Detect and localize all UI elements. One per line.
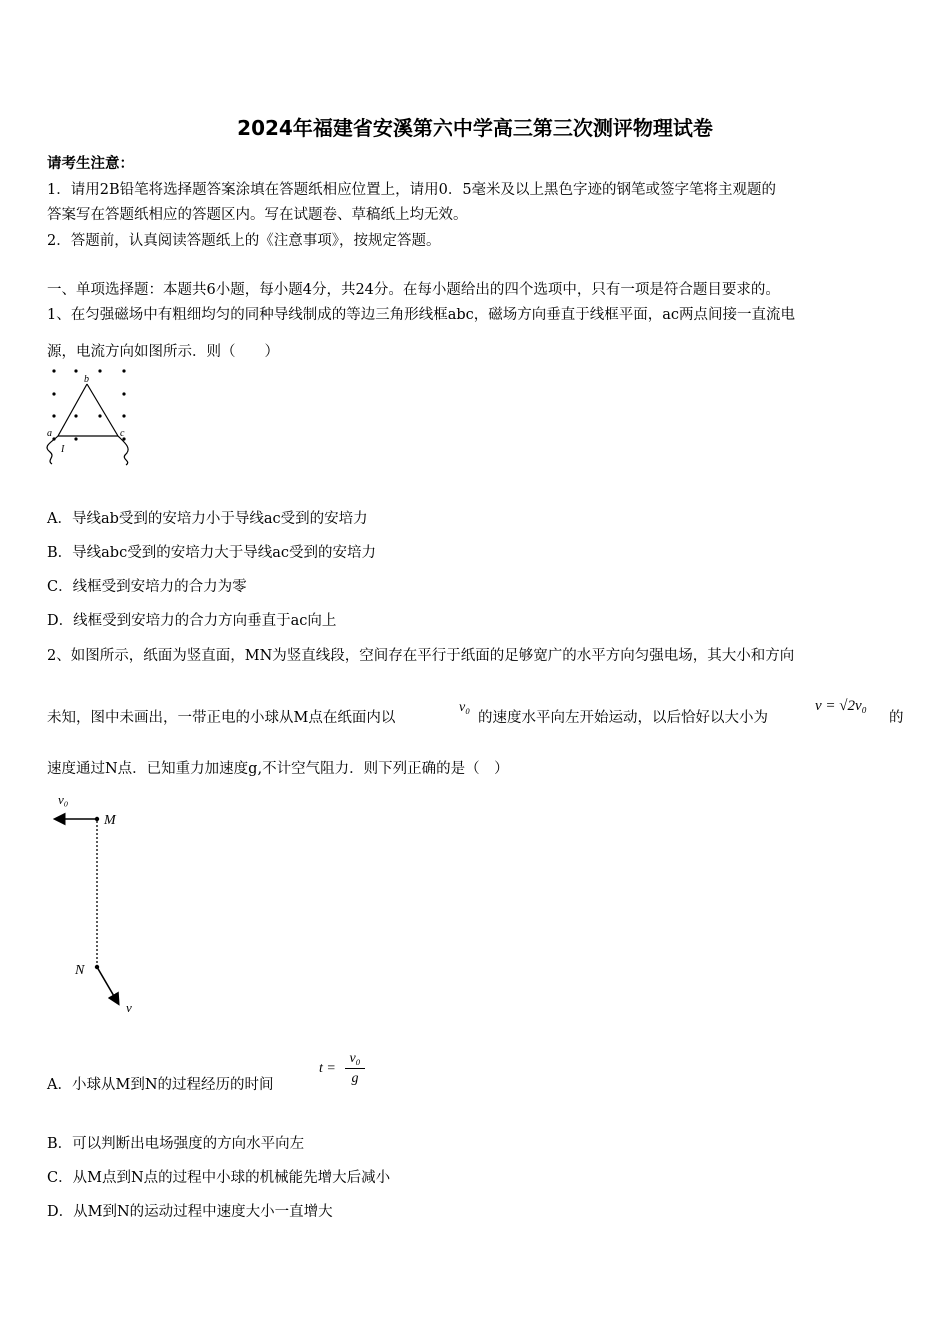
q2-stem-a: 2、如图所示，纸面为竖直面，MN为竖直线段，空间存在平行于纸面的足够宽广的水平方向匀强电场，其大小和方向	[47, 648, 795, 664]
q2-inline-v-formula: v = √2v₀	[815, 698, 867, 714]
notice-line-1a: 1．请用2B铅笔将选择题答案涂填在答题纸相应位置上，请用0．5毫米及以上黑色字迹的钢笔或签字笔将主观题的	[47, 182, 777, 198]
label-c: c	[120, 428, 125, 439]
label-v0: v₀	[58, 792, 69, 807]
section-heading: 一、单项选择题：本题共6小题，每小题4分，共24分。在每小题给出的四个选项中，只有一项是符合题目要求的。	[47, 282, 780, 298]
label-m: M	[104, 813, 116, 828]
label-v: v	[126, 1000, 132, 1015]
final-velocity-arrow	[97, 967, 118, 1003]
q2-option-d: D．从M到N的运动过程中速度大小一直增大	[47, 1204, 333, 1220]
q2-figure	[48, 785, 158, 1020]
q1-stem-a: 1、在匀强磁场中有粗细均匀的同种导线制成的等边三角形线框abc，磁场方向垂直于线框平面，ac两点间接一直流电	[47, 307, 796, 323]
triangle-frame	[47, 384, 128, 465]
label-n: N	[75, 963, 85, 978]
q1-option-c: C．线框受到安培力的合力为零	[47, 579, 247, 595]
q2-option-c: C．从M点到N点的过程中小球的机械能先增大后减小	[47, 1170, 391, 1186]
fraction-numerator: v₀	[349, 1051, 361, 1066]
q2-option-a: A．小球从M到N的过程经历的时间	[47, 1077, 274, 1093]
q1-option-a: A．导线ab受到的安培力小于导线ac受到的安培力	[47, 511, 368, 527]
q2-stem-b-2: 的速度水平向左开始运动，以后恰好以大小为	[478, 710, 768, 726]
label-b: b	[84, 374, 89, 385]
point-m	[95, 817, 99, 821]
notice-line-1b: 答案写在答题纸相应的答题区内。写在试题卷、草稿纸上均无效。	[47, 207, 468, 223]
q2-stem-b-3: 的	[889, 710, 904, 726]
fraction-denominator: g	[351, 1071, 359, 1086]
q2-option-a-t: t =	[319, 1061, 336, 1076]
label-a: a	[47, 428, 52, 439]
page-title: 2024年福建省安溪第六中学高三第三次测评物理试卷	[237, 116, 713, 140]
label-current: I	[61, 444, 65, 455]
q1-figure	[40, 362, 140, 472]
q2-option-b: B．可以判断出电场强度的方向水平向左	[47, 1136, 305, 1152]
notice-heading: 请考生注意：	[47, 155, 134, 172]
q1-stem-b: 源，电流方向如图所示．则（ ）	[47, 344, 279, 360]
q2-stem-b-1: 未知，图中未画出，一带正电的小球从M点在纸面内以	[47, 710, 396, 726]
notice-line-2: 2．答题前，认真阅读答题纸上的《注意事项》，按规定答题。	[47, 233, 441, 249]
q2-stem-c: 速度通过N点．已知重力加速度g,不计空气阻力．则下列正确的是（ ）	[47, 761, 509, 777]
q1-option-d: D．线框受到安培力的合力方向垂直于ac向上	[47, 613, 337, 629]
q2-inline-v0: v₀	[459, 700, 471, 715]
q2-option-a-fraction	[344, 1050, 366, 1089]
q1-option-b: B．导线abc受到的安培力大于导线ac受到的安培力	[47, 545, 376, 561]
